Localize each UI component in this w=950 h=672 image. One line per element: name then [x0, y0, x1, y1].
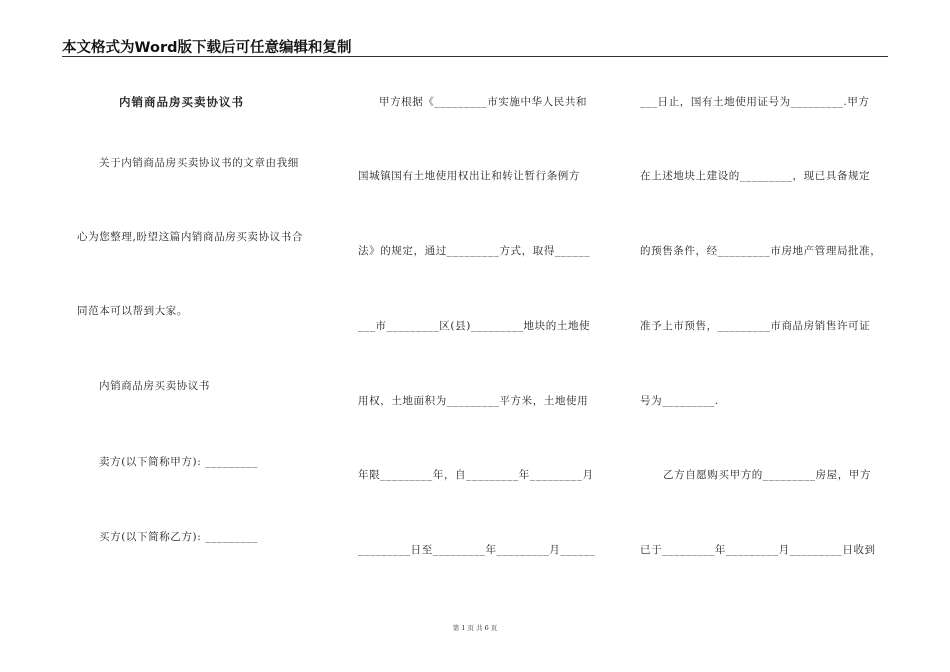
buyer-line: 买方(以下简称乙方): _________	[99, 531, 258, 543]
paragraph-line: 国城镇国有土地使用权出让和转让暂行条例方	[358, 170, 580, 182]
paragraph-line: 关于内销商品房买卖协议书的文章由我细	[99, 157, 299, 169]
paragraph-line: 已于_________年_________月_________日收到	[640, 544, 876, 556]
doc-title: 内销商品房买卖协议书	[119, 95, 244, 109]
paragraph-line: 乙方自愿购买甲方的_________房屋，甲方	[663, 469, 872, 481]
page-number: 第 1 页 共 6 页	[452, 624, 498, 632]
paragraph-line: _________日至_________年_________月______	[358, 544, 596, 556]
paragraph-line: 甲方根据《_________市实施中华人民共和	[379, 96, 588, 108]
paragraph-line: 用权，土地面积为_________平方米，土地使用	[358, 395, 589, 407]
paragraph-line: 准予上市预售，_________市商品房销售许可证	[640, 320, 871, 332]
header-banner: 本文格式为Word版下载后可任意编辑和复制	[62, 40, 352, 56]
paragraph-line: ___市_________区(县)_________地块的土地使	[358, 320, 591, 332]
document-header	[62, 36, 888, 57]
paragraph-line: 心为您整理,盼望这篇内销商品房买卖协议书合	[77, 231, 303, 243]
seller-line: 卖方(以下简称甲方): _________	[99, 456, 258, 468]
paragraph-line: 年限_________年，自_________年_________月	[358, 469, 594, 481]
paragraph-line: 同范本可以帮到大家。	[77, 305, 188, 317]
paragraph-line: ___日止，国有土地使用证号为_________.甲方	[640, 96, 870, 108]
paragraph-line: 内销商品房买卖协议书	[99, 380, 210, 392]
paragraph-line: 的预售条件，经_________市房地产管理局批准，	[640, 245, 882, 257]
paragraph-line: 法》的规定，通过_________方式，取得______	[358, 245, 591, 257]
page-footer	[0, 623, 950, 632]
paragraph-line: 在上述地块上建设的_________，现已具备规定	[640, 170, 871, 182]
paragraph-line: 号为_________.	[640, 395, 719, 407]
